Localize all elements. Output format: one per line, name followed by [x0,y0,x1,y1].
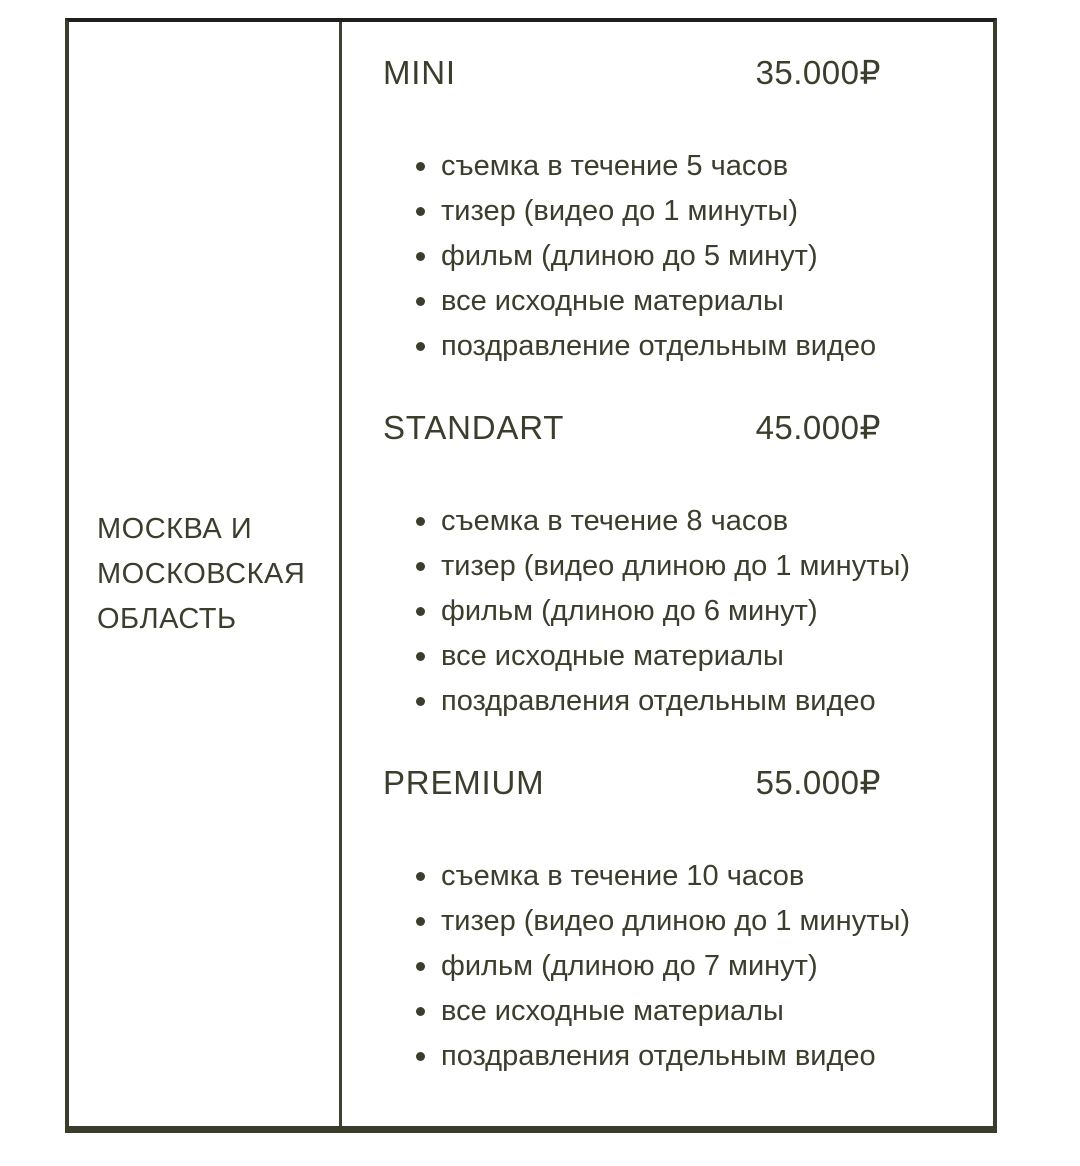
feature-item: тизер (видео длиною до 1 минуты) [441,899,993,944]
feature-item: съемка в течение 10 часов [441,854,993,899]
tier-section-premium [383,764,993,1079]
feature-item: тизер (видео длиною до 1 минуты) [441,544,993,589]
plans-cell [342,22,993,1126]
feature-item: все исходные материалы [441,279,993,324]
feature-item: тизер (видео до 1 минуты) [441,189,993,234]
tier-price: 35.000₽ [755,54,881,91]
tier-name: STANDART [383,409,565,446]
tier-header [383,409,993,447]
tier-section-standart [383,409,993,724]
region-label-line: ОБЛАСТЬ [97,602,237,635]
tier-header [383,764,993,802]
feature-item: съемка в течение 8 часов [441,499,993,544]
tier-price: 55.000₽ [755,764,881,801]
tier-header [383,54,993,92]
tier-name: MINI [383,54,456,91]
feature-item: поздравление отдельным видео [441,324,993,369]
pricing-table [65,18,997,1133]
tier-section-mini [383,54,993,369]
feature-item: все исходные материалы [441,989,993,1034]
tier-feature-list [383,499,993,724]
tier-feature-list [383,854,993,1079]
feature-item: съемка в течение 5 часов [441,144,993,189]
feature-item: фильм (длиною до 5 минут) [441,234,993,279]
feature-item: фильм (длиною до 7 минут) [441,944,993,989]
tier-feature-list [383,144,993,369]
region-label-line: МОСКОВСКАЯ [97,557,306,590]
tier-price: 45.000₽ [755,409,881,446]
region-label-line: МОСКВА И [97,512,253,545]
region-cell [69,22,342,1126]
feature-item: все исходные материалы [441,634,993,679]
tier-name: PREMIUM [383,764,545,801]
feature-item: поздравления отдельным видео [441,1034,993,1079]
feature-item: фильм (длиною до 6 минут) [441,589,993,634]
feature-item: поздравления отдельным видео [441,679,993,724]
